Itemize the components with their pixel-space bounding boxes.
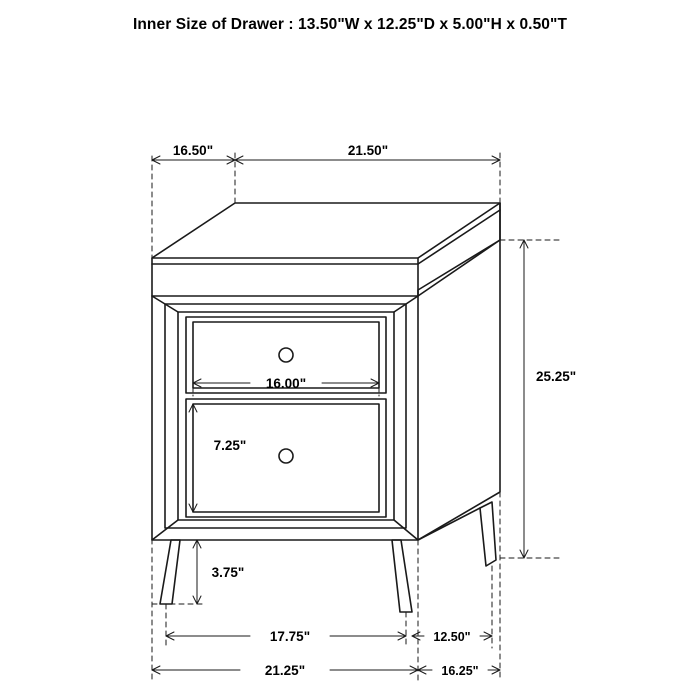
dim-label-upper-drawer-width: 16.00" [265,376,307,391]
lower-drawer-knob[interactable] [279,449,293,463]
dim-right-height [500,240,560,558]
dim-overall-width [152,296,418,680]
side-bottom-rail [418,508,480,540]
top-panel [152,203,500,296]
front-right-leg [392,540,412,612]
dim-label-top-left-depth: 16.50" [172,143,214,158]
dim-lower-drawer-height [189,404,197,512]
dim-label-leg-height: 3.75" [211,565,245,580]
dim-overall-depth [418,492,500,680]
rear-right-leg [480,502,496,566]
dim-label-side-base-depth: 12.50" [433,630,471,644]
cabinet-front-panel [152,203,500,540]
dim-label-right-height: 25.25" [536,369,577,384]
lower-drawer-front [186,399,386,517]
upper-drawer-knob[interactable] [279,348,293,362]
dim-label-top-width: 21.50" [347,143,389,158]
page-title: Inner Size of Drawer : 13.50"W x 12.25"D x 5.00"H x 0.50"T [132,16,568,33]
dim-label-lower-drawer-height: 7.25" [213,438,247,453]
front-left-leg [160,540,180,604]
dim-label-overall-depth: 16.25" [441,664,479,678]
dim-label-front-base-width: 17.75" [269,629,311,644]
front-frame-bevel [152,296,418,540]
dim-label-overall-width: 21.25" [264,663,306,678]
